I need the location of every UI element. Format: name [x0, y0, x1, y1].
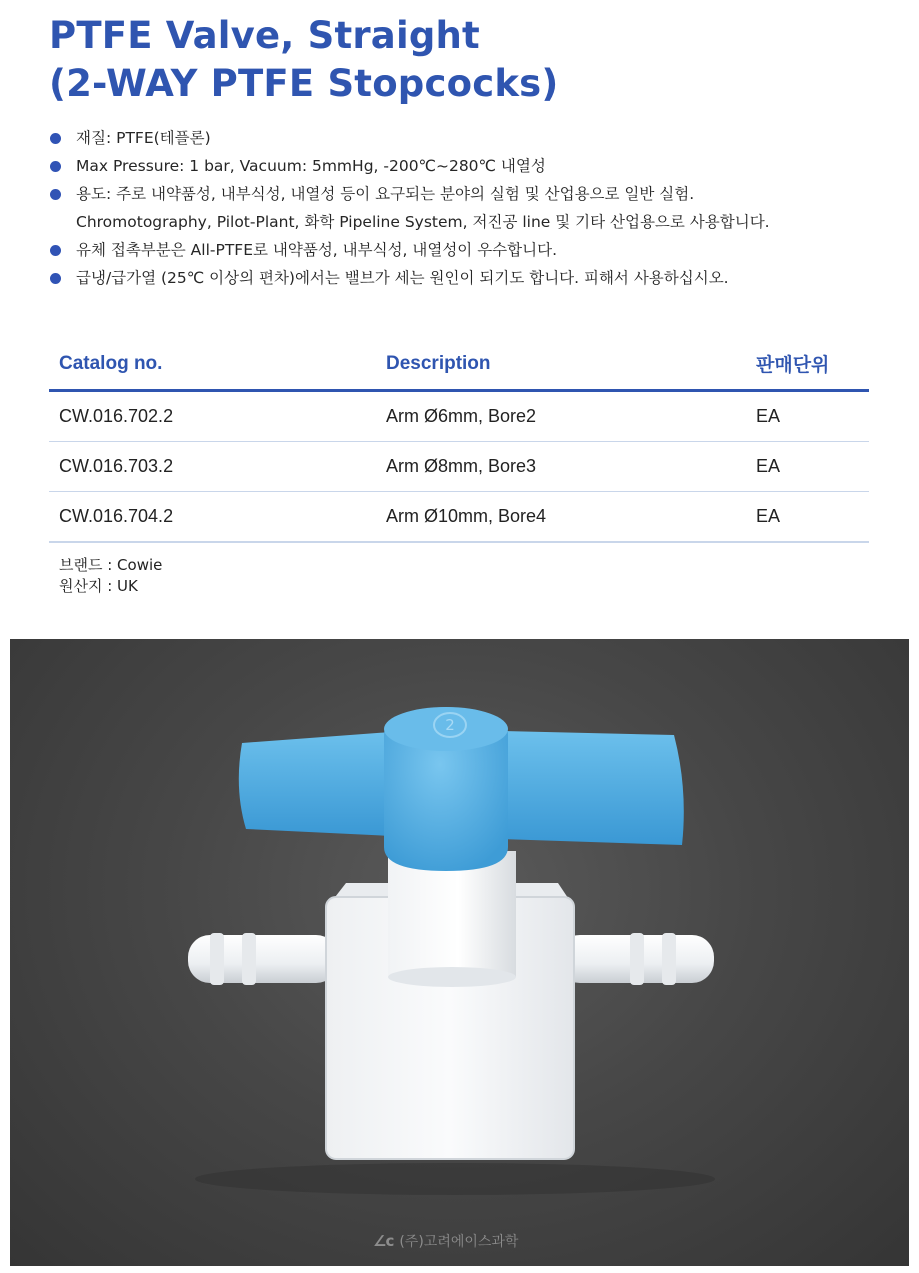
- feature-item: [48, 180, 888, 236]
- header-catalog-no: Catalog no.: [49, 338, 376, 391]
- stopcock-valve-icon: [10, 639, 909, 1266]
- cell-catalog-no: CW.016.703.2: [49, 442, 376, 492]
- cell-description: Arm Ø8mm, Bore3: [376, 442, 746, 492]
- feature-text: Max Pressure: 1 bar, Vacuum: 5mmHg, -200℃~280℃ 내열성: [76, 157, 546, 175]
- brand-info: [59, 555, 162, 597]
- feature-item: [48, 124, 888, 152]
- feature-item: [48, 236, 888, 264]
- company-logo-icon: ∠c: [373, 1232, 394, 1250]
- feature-text: 용도: 주로 내약품성, 내부식성, 내열성 등이 요구되는 분야의 실험 및 산업용으로 일반 실험.: [76, 185, 695, 203]
- feature-item: [48, 264, 888, 292]
- handle-marking: 2: [445, 716, 455, 734]
- page-title: [49, 12, 559, 108]
- cell-catalog-no: CW.016.704.2: [49, 492, 376, 543]
- cell-unit: EA: [746, 492, 869, 543]
- title-line-1: PTFE Valve, Straight: [49, 14, 480, 57]
- bullet-dot-icon: [50, 245, 61, 256]
- cell-unit: EA: [746, 442, 869, 492]
- cell-description: Arm Ø6mm, Bore2: [376, 391, 746, 442]
- feature-text: 급냉/급가열 (25℃ 이상의 편차)에서는 밸브가 세는 원인이 되기도 합니다. 피해서 사용하십시오.: [76, 269, 729, 287]
- feature-text-continued: Chromotography, Pilot-Plant, 화학 Pipeline System, 저진공 line 및 기타 산업용으로 사용합니다.: [76, 213, 770, 231]
- bullet-dot-icon: [50, 161, 61, 172]
- table-row: [49, 442, 869, 492]
- product-photo: [10, 639, 909, 1266]
- origin-text: 원산지 : UK: [59, 577, 138, 595]
- header-description: Description: [376, 338, 746, 391]
- table-row: [49, 391, 869, 442]
- feature-text: 유체 접촉부분은 All-PTFE로 내약품성, 내부식성, 내열성이 우수합니다.: [76, 241, 558, 259]
- header-unit: 판매단위: [746, 338, 869, 391]
- bullet-dot-icon: [50, 273, 61, 284]
- table-row: [49, 492, 869, 543]
- company-name: (주)고려에이스과학: [399, 1234, 519, 1250]
- feature-list: [48, 124, 888, 292]
- cell-unit: EA: [746, 391, 869, 442]
- watermark: [373, 1231, 518, 1251]
- bullet-dot-icon: [50, 189, 61, 200]
- catalog-table: [49, 338, 869, 543]
- brand-text: 브랜드 : Cowie: [59, 556, 163, 574]
- feature-item: [48, 152, 888, 180]
- bullet-dot-icon: [50, 133, 61, 144]
- cell-catalog-no: CW.016.702.2: [49, 391, 376, 442]
- table-header-row: [49, 338, 869, 391]
- feature-text: 재질: PTFE(테플론): [76, 129, 211, 147]
- title-line-2: (2-WAY PTFE Stopcocks): [49, 62, 559, 105]
- cell-description: Arm Ø10mm, Bore4: [376, 492, 746, 543]
